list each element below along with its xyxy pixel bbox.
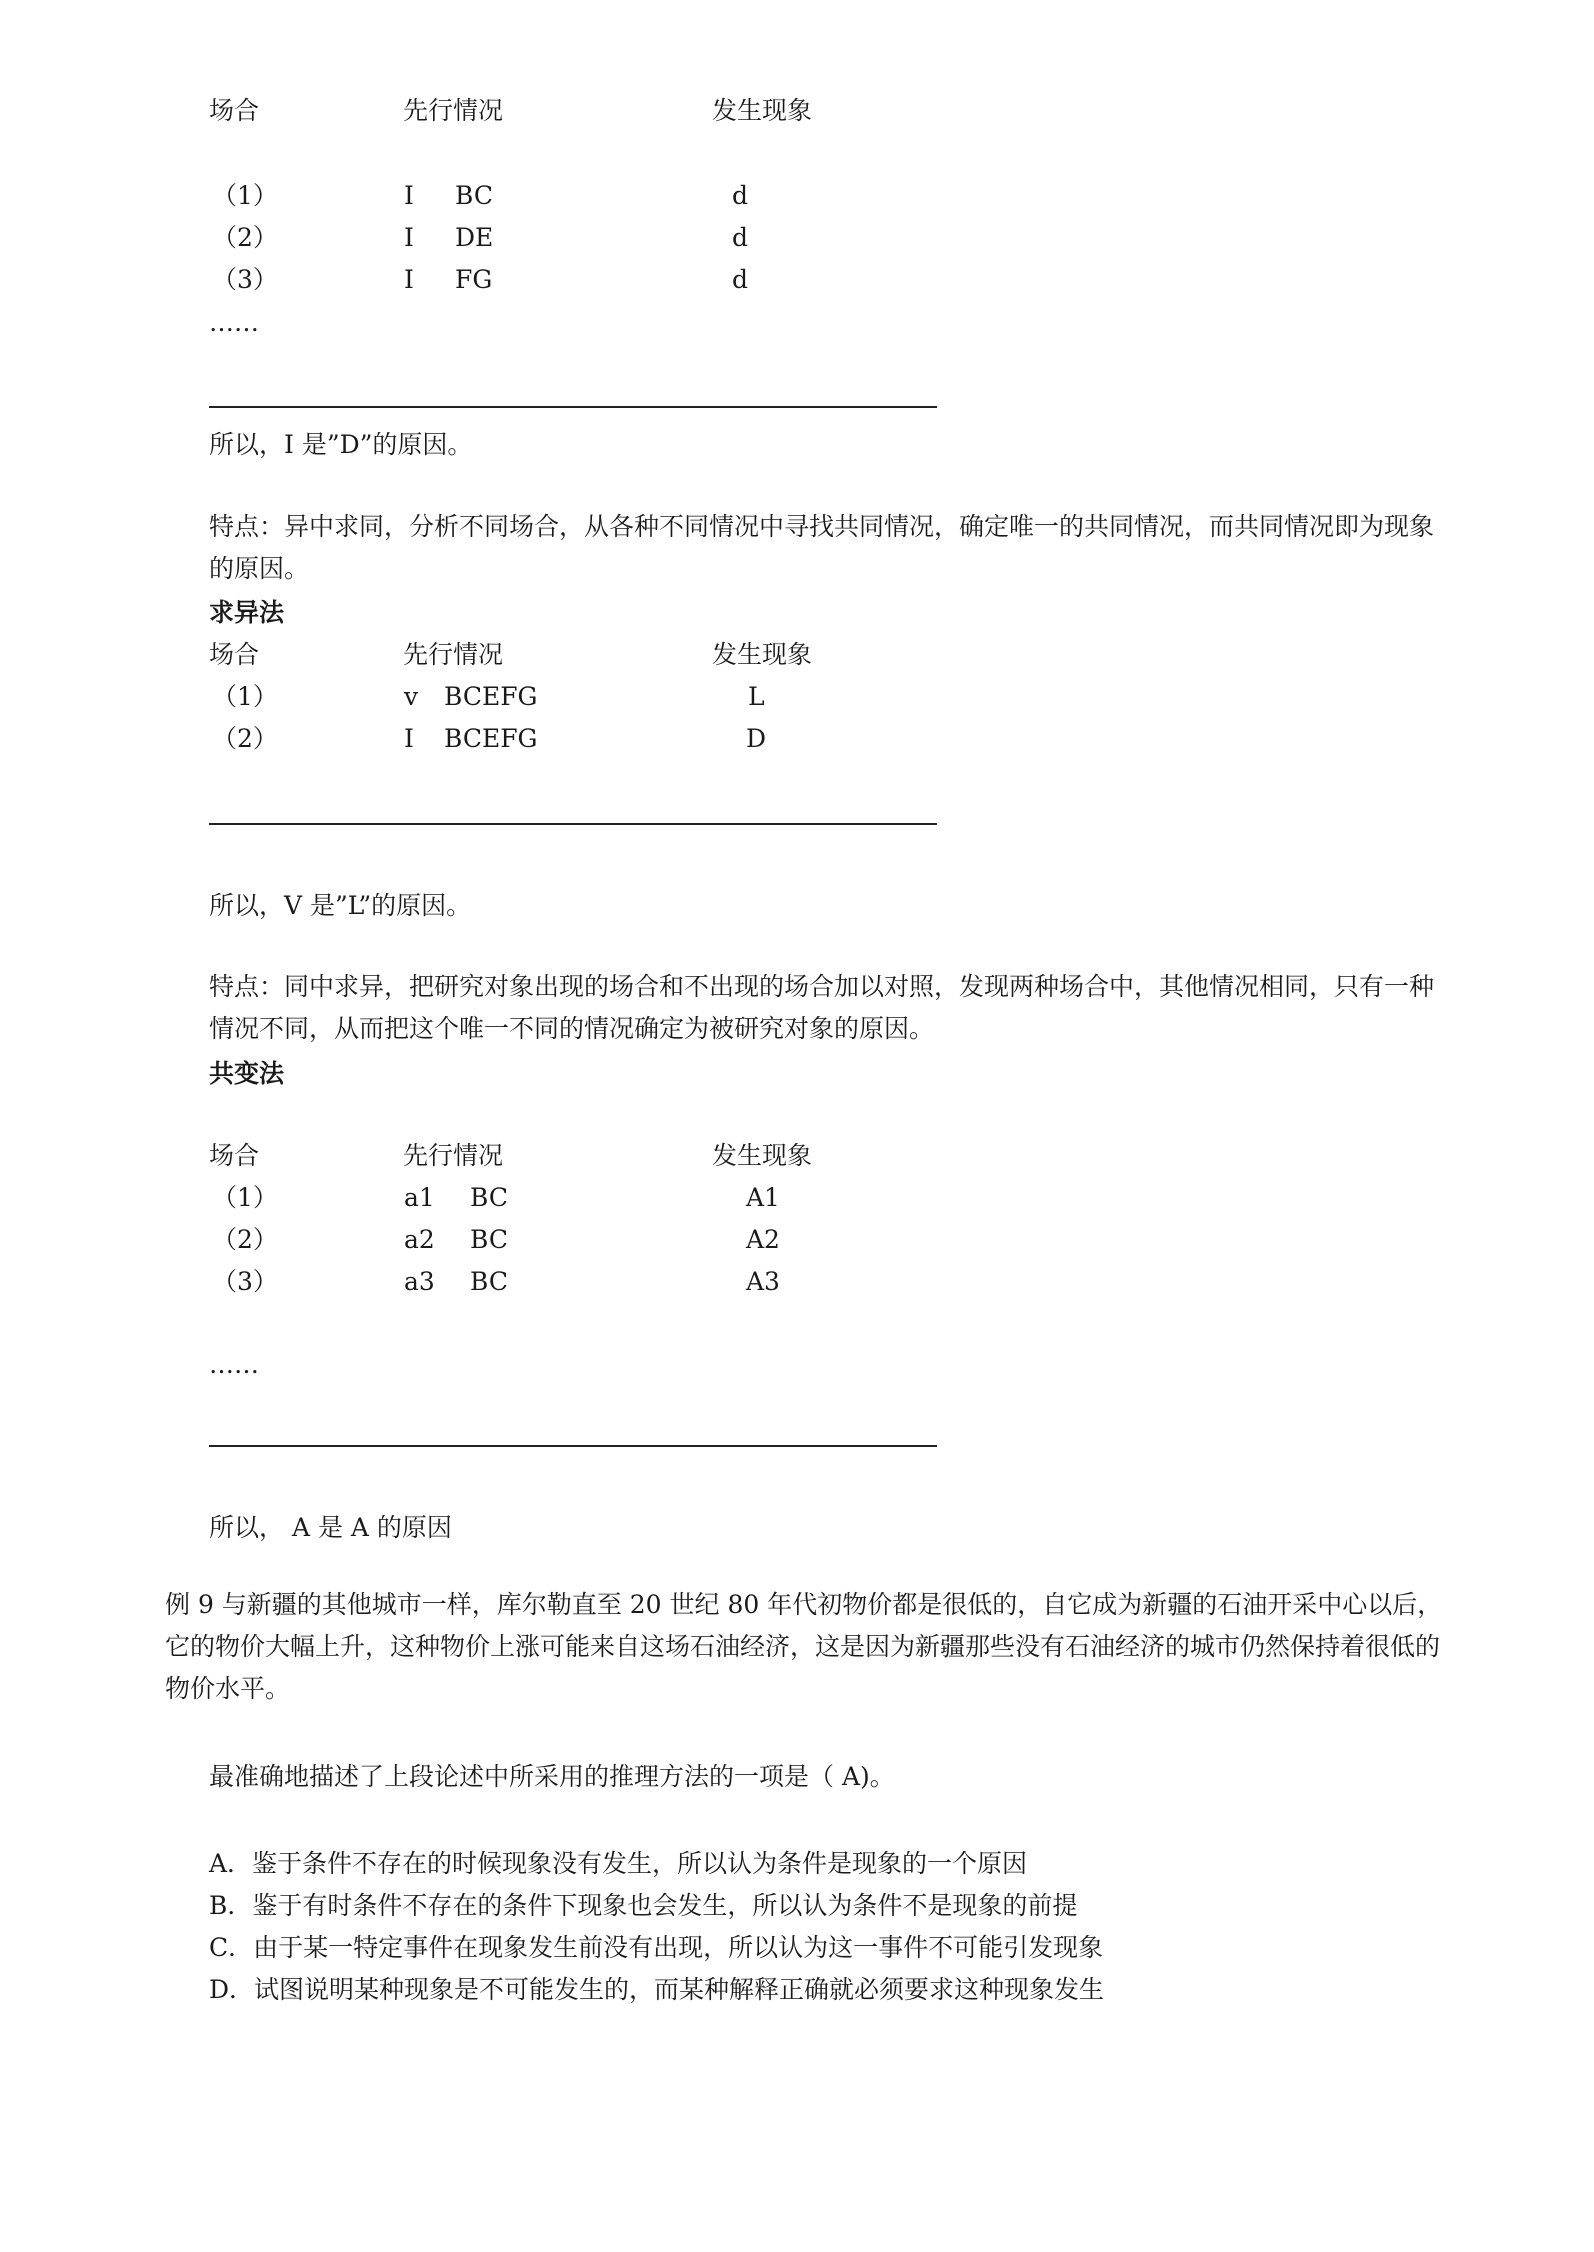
section-title: 共变法	[209, 1059, 285, 1088]
row-antecedent-b: DE	[455, 223, 494, 252]
row-occasion: （2）	[212, 223, 278, 252]
feature-paragraph	[209, 966, 1454, 1050]
header-occasion: 场合	[209, 640, 260, 669]
ellipsis: ……	[209, 308, 259, 337]
row-antecedent-b: BCEFG	[444, 682, 538, 711]
row-occasion: （1）	[212, 682, 278, 711]
row-occasion: （2）	[212, 1225, 278, 1254]
row-antecedent-b: BC	[470, 1267, 508, 1296]
row-antecedent-b: BC	[470, 1183, 508, 1212]
header-occasion: 场合	[209, 96, 260, 125]
header-antecedent: 先行情况	[403, 1141, 504, 1170]
row-antecedent-a: I	[404, 223, 414, 252]
header-phenomenon: 发生现象	[712, 1141, 813, 1170]
row-antecedent-a: I	[404, 724, 414, 753]
row-antecedent-b: BC	[455, 181, 493, 210]
conclusion-rule	[209, 1445, 937, 1447]
row-phenomenon: d	[732, 265, 749, 294]
feature-paragraph	[209, 506, 1454, 590]
row-occasion: （3）	[212, 1267, 278, 1296]
row-phenomenon: D	[746, 724, 767, 753]
row-occasion: （2）	[212, 724, 278, 753]
row-antecedent-b: FG	[455, 265, 493, 294]
ellipsis: ……	[209, 1350, 259, 1379]
row-phenomenon: A2	[746, 1225, 780, 1254]
conclusion: 所以，V 是”L”的原因。	[209, 891, 472, 920]
row-antecedent-a: I	[404, 181, 414, 210]
row-phenomenon: L	[748, 682, 765, 711]
header-antecedent: 先行情况	[403, 96, 504, 125]
row-antecedent-a: v	[404, 682, 419, 711]
feature-text: 特点：同中求异，把研究对象出现的场合和不出现的场合加以对照，发现两种场合中，其他情况相同，只有一种情况不同，从而把这个唯一不同的情况确定为被研究对象的原因。	[209, 972, 1435, 1043]
row-phenomenon: A1	[746, 1183, 780, 1212]
conclusion-rule	[209, 823, 937, 825]
row-occasion: （1）	[212, 181, 278, 210]
row-antecedent-b: BCEFG	[444, 724, 538, 753]
row-phenomenon: d	[732, 181, 749, 210]
header-phenomenon: 发生现象	[712, 96, 813, 125]
conclusion: 所以， A 是 A 的原因	[209, 1513, 452, 1542]
option-c: C．由于某一特定事件在现象发生前没有出现，所以认为这一事件不可能引发现象	[209, 1933, 1104, 1962]
row-occasion: （1）	[212, 1183, 278, 1212]
row-antecedent-a: a2	[404, 1225, 435, 1254]
option-d: D．试图说明某种现象是不可能发生的，而某种解释正确就必须要求这种现象发生	[209, 1975, 1105, 2004]
row-phenomenon: d	[732, 223, 749, 252]
row-phenomenon: A3	[746, 1267, 780, 1296]
row-antecedent-a: a1	[404, 1183, 435, 1212]
section-title: 求异法	[209, 598, 285, 627]
header-phenomenon: 发生现象	[712, 640, 813, 669]
example-paragraph	[165, 1584, 1455, 1710]
row-antecedent-a: a3	[404, 1267, 435, 1296]
header-antecedent: 先行情况	[403, 640, 504, 669]
option-b: B．鉴于有时条件不存在的条件下现象也会发生，所以认为条件不是现象的前提	[209, 1891, 1078, 1920]
question: 最准确地描述了上段论述中所采用的推理方法的一项是（ A)。	[209, 1762, 895, 1791]
row-antecedent-a: I	[404, 265, 414, 294]
example-text: 例 9 与新疆的其他城市一样，库尔勒直至 20 世纪 80 年代初物价都是很低的，自它成为新疆的石油开采中心以后，它的物价大幅上升，这种物价上涨可能来自这场石油经济，这是因为新疆那些没有石油经济的城市仍然保持着很低的物价水平。	[165, 1590, 1443, 1703]
conclusion: 所以，I 是”D”的原因。	[209, 430, 473, 459]
row-antecedent-b: BC	[470, 1225, 508, 1254]
conclusion-rule	[209, 406, 937, 408]
row-occasion: （3）	[212, 265, 278, 294]
option-a: A．鉴于条件不存在的时候现象没有发生，所以认为条件是现象的一个原因	[209, 1849, 1028, 1878]
header-occasion: 场合	[209, 1141, 260, 1170]
feature-text: 特点：异中求同，分析不同场合，从各种不同情况中寻找共同情况，确定唯一的共同情况，而共同情况即为现象的原因。	[209, 512, 1435, 583]
